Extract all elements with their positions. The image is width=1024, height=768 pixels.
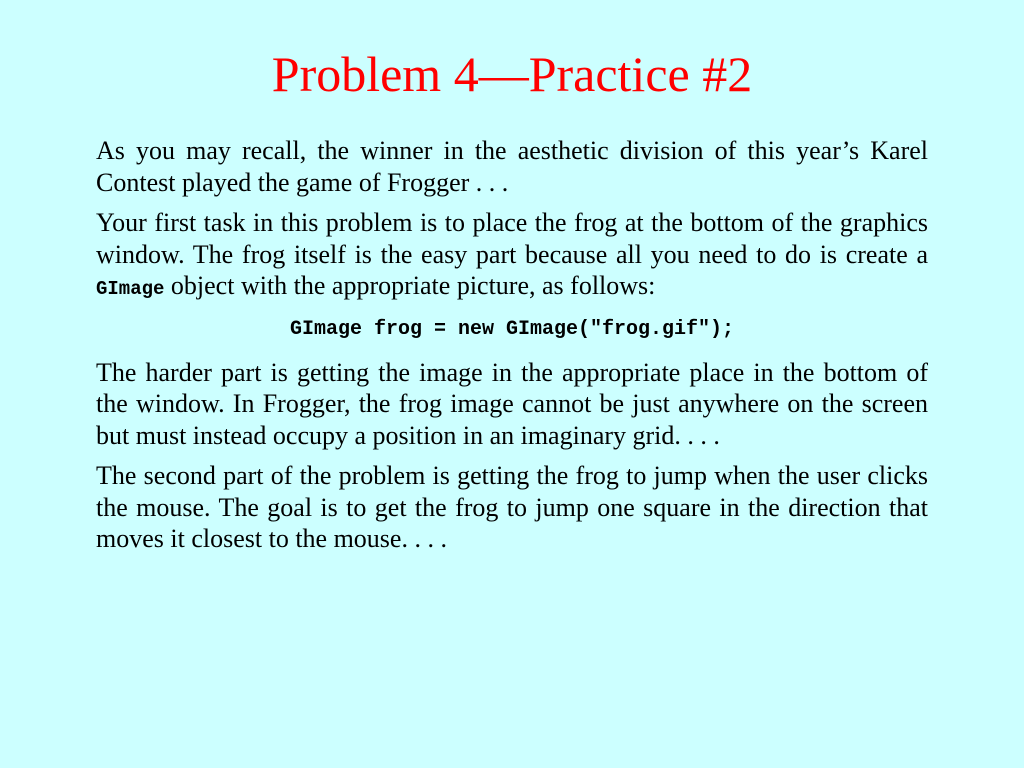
paragraph-first-task-text-end: object with the appropriate picture, as follows: xyxy=(164,271,656,300)
paragraph-harder-part: The harder part is getting the image in the appropriate place in the bottom of the window. In Frogger, the frog image cannot be just anywhere on the screen but must instead occupy a position in an imaginary grid. . . . xyxy=(96,357,928,450)
paragraph-second-part: The second part of the problem is getting the frog to jump when the user clicks the mouse. The goal is to get the frog to jump one square in the direction that moves it closest to the mouse. . . . xyxy=(96,461,928,553)
gimage-inline-code: GImage xyxy=(96,278,165,300)
slide-body xyxy=(96,135,928,564)
paragraph-first-task xyxy=(96,207,928,306)
paragraph-intro: As you may recall, the winner in the aesthetic division of this year’s Karel Contest played the game of Frogger . . . xyxy=(96,136,928,197)
code-example: GImage frog = new GImage("frog.gif"); xyxy=(289,317,735,341)
slide-title: Problem 4—Practice #2 xyxy=(271,46,753,102)
paragraph-first-task-text-start: Your first task in this problem is to place the frog at the bottom of the graphics window. The frog itself is the easy part because all you need to do is create a xyxy=(96,208,928,269)
